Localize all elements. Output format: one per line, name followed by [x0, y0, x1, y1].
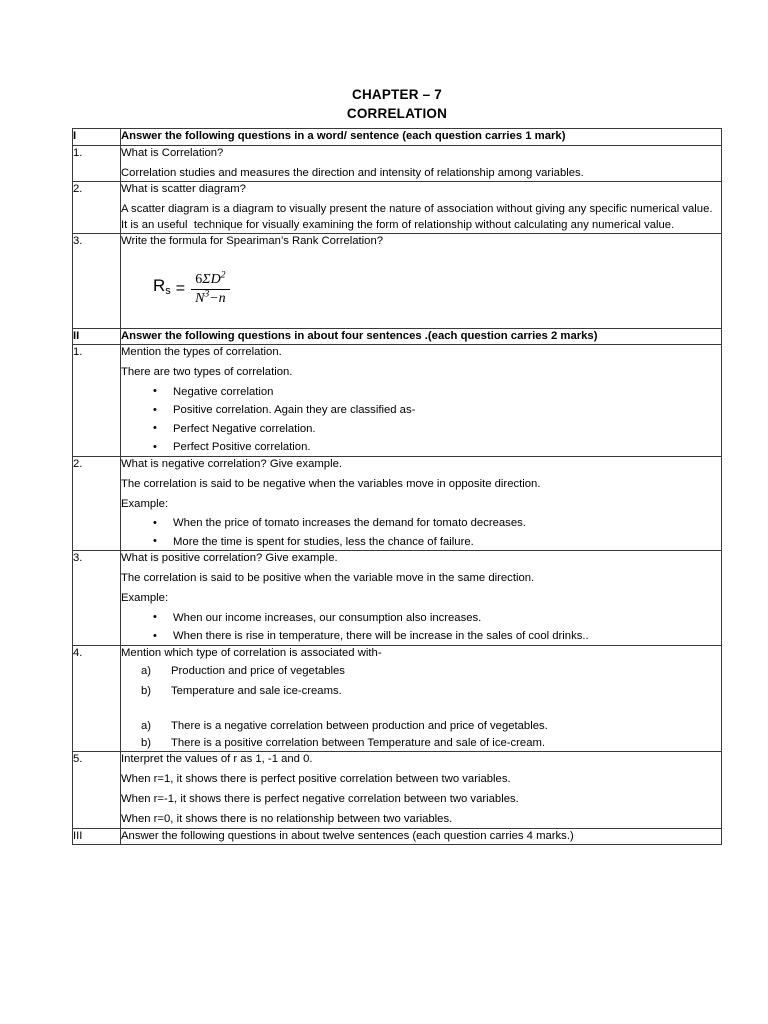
section-numeral: II [73, 328, 121, 345]
list-item: • When our income increases, our consumption also increases. [121, 611, 721, 627]
chapter-title: CHAPTER – 7 [352, 87, 442, 102]
question-content [121, 752, 722, 829]
question-text: Mention the types of correlation. [121, 346, 282, 358]
answer-text: When r=-1, it shows there is perfect negative correlation between two variables. [121, 793, 519, 805]
table-row [73, 551, 722, 646]
table-row [73, 345, 722, 457]
list-item: Production and price of vegetables [171, 665, 345, 677]
question-content [121, 145, 722, 182]
list-item: • More the time is spent for studies, less the chance of failure. [121, 535, 721, 551]
question-text: Interpret the values of r as 1, -1 and 0. [121, 753, 313, 765]
page-title: CORRELATION [346, 106, 448, 121]
table-row [73, 456, 722, 551]
alpha-list-answer [121, 719, 721, 752]
section-heading: Answer the following questions in about twelve sentences (each question carries 4 marks.) [121, 828, 722, 845]
list-item: • Perfect Positive correlation. [121, 440, 721, 456]
alpha-list-question [121, 664, 721, 700]
question-text: What is negative correlation? Give example. [121, 457, 343, 470]
bullet-list [121, 611, 721, 645]
question-text: Write the formula for Speariman’s Rank Correlation? [121, 235, 384, 247]
section-numeral: I [73, 129, 121, 146]
table-row [73, 645, 722, 752]
section-header-row [73, 828, 722, 845]
answer-text: Correlation studies and measures the direction and intensity of relationship among variables. [121, 166, 584, 179]
question-number: 2. [73, 182, 121, 234]
section-heading: Answer the following questions in about four sentences .(each question carries 2 marks) [121, 328, 722, 345]
formula-block [121, 250, 721, 328]
question-number: 3. [73, 551, 121, 646]
section-heading: Answer the following questions in a word/ sentence (each question carries 1 mark) [121, 129, 722, 146]
list-item: • Perfect Negative correlation. [121, 422, 721, 438]
answer-text: When r=0, it shows there is no relationship between two variables. [121, 813, 453, 825]
question-number: 3. [73, 234, 121, 329]
table-row [73, 234, 722, 329]
table-row [73, 752, 722, 829]
spearman-rank-correlation-formula [153, 269, 230, 307]
list-item: Temperature and sale ice-creams. [171, 685, 342, 697]
formula-denominator: $N^3-n$ [195, 288, 226, 306]
list-item: • When the price of tomato increases the demand for tomato decreases. [121, 516, 721, 532]
bullet-list [121, 385, 721, 456]
question-number: 2. [73, 456, 121, 551]
table-row [73, 182, 722, 234]
example-label: Example: [121, 497, 169, 510]
answer-text: A scatter diagram is a diagram to visually present the nature of association without giving any specific numerical value. It is an useful technique for visually examining the form of relationship without calculating any numerical value. [121, 203, 716, 231]
question-content [121, 182, 722, 234]
questions-table [72, 128, 722, 845]
question-content [121, 645, 722, 752]
question-text: Mention which type of correlation is associated with- [121, 646, 382, 659]
section-header-row [73, 328, 722, 345]
list-item: There is a negative correlation between production and price of vegetables. [171, 719, 548, 732]
formula-lhs: $R_s$ [153, 276, 171, 298]
question-number: 4. [73, 645, 121, 752]
answer-text: There are two types of correlation. [121, 366, 293, 378]
formula-fraction [191, 269, 230, 307]
question-number: 5. [73, 752, 121, 829]
answer-text: When r=1, it shows there is perfect positive correlation between two variables. [121, 773, 511, 785]
question-number: 1. [73, 145, 121, 182]
question-content [121, 234, 722, 329]
spacer [121, 700, 721, 716]
question-text: What is positive correlation? Give example. [121, 552, 338, 564]
list-item: • Positive correlation. Again they are classified as- [121, 403, 721, 419]
list-item: • Negative correlation [121, 385, 721, 401]
formula-numerator: $6\Sigma D^2$ [191, 272, 230, 290]
answer-text: The correlation is said to be negative when the variables move in opposite direction. [121, 477, 541, 490]
bullet-list [121, 516, 721, 550]
document-body [72, 86, 722, 845]
answer-text: The correlation is said to be positive when the variable move in the same direction. [121, 572, 535, 584]
section-numeral: III [73, 828, 121, 845]
question-content [121, 456, 722, 551]
formula-equals: = [175, 280, 186, 298]
table-row [73, 145, 722, 182]
question-text: What is Correlation? [121, 146, 224, 159]
question-text: What is scatter diagram? [121, 183, 246, 195]
section-header-row [73, 129, 722, 146]
list-item: There is a positive correlation between Temperature and sale of ice-cream. [171, 736, 546, 749]
question-content [121, 345, 722, 457]
list-item: • When there is rise in temperature, there will be increase in the sales of cool drinks.. [121, 629, 721, 645]
example-label: Example: [121, 592, 169, 604]
question-number: 1. [73, 345, 121, 457]
question-content [121, 551, 722, 646]
